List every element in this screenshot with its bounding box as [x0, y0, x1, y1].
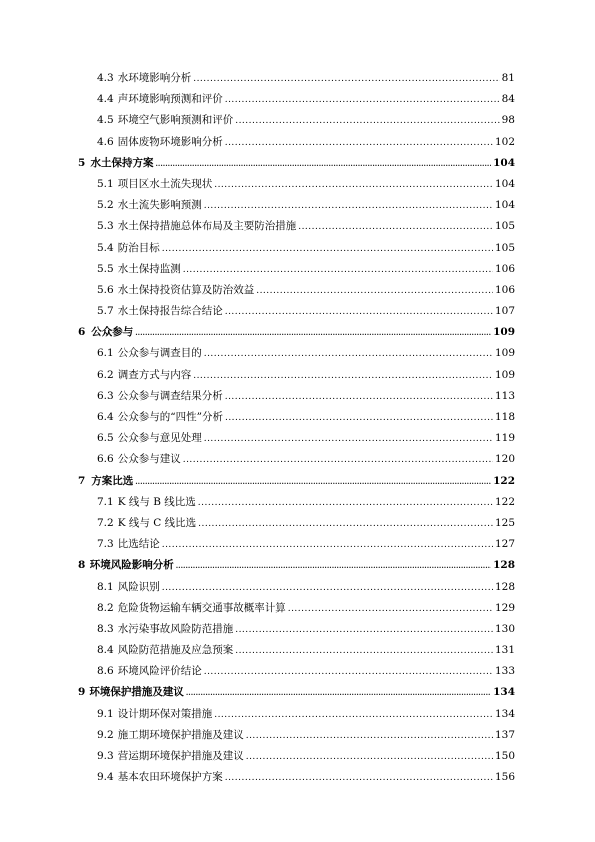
toc-dot-leader — [298, 217, 493, 238]
toc-chapter-entry[interactable] — [78, 322, 515, 343]
toc-entry-title: 施工期环境保护措施及建议 — [117, 728, 244, 741]
toc-entry-page: 120 — [494, 453, 515, 466]
toc-entry-page: 156 — [494, 771, 515, 784]
toc-section-entry[interactable] — [78, 259, 515, 280]
toc-chapter-entry[interactable] — [78, 153, 515, 174]
toc-dot-leader — [225, 768, 493, 789]
toc-entry-page: 104 — [493, 156, 515, 169]
toc-entry-page: 134 — [494, 707, 515, 720]
toc-dot-leader — [246, 726, 493, 747]
toc-entry-number: 6.3 — [97, 389, 114, 402]
toc-section-entry[interactable] — [78, 195, 515, 216]
toc-entry-number: 6.5 — [97, 432, 114, 445]
toc-section-entry[interactable] — [78, 365, 515, 386]
toc-entry-title: 设计期环保对策措施 — [117, 707, 213, 720]
toc-entry-page: 106 — [494, 283, 515, 296]
toc-entry-title: 风险防范措施及应急预案 — [117, 644, 234, 657]
toc-entry-page: 106 — [494, 262, 515, 275]
toc-section-entry[interactable] — [78, 110, 515, 131]
toc-entry-page: 105 — [494, 220, 515, 233]
toc-entry-number: 6.6 — [97, 453, 114, 466]
toc-entry-number: 4.3 — [97, 72, 114, 84]
toc-section-entry[interactable] — [78, 428, 515, 449]
toc-entry-number: 5.6 — [97, 283, 114, 296]
toc-section-entry[interactable] — [78, 449, 515, 470]
toc-entry-number: 6.1 — [97, 347, 114, 360]
toc-dot-leader — [214, 175, 493, 196]
toc-entry-title: 水土保持报告综合结论 — [117, 305, 223, 318]
toc-section-entry[interactable] — [78, 704, 515, 725]
toc-section-entry[interactable] — [78, 534, 515, 555]
toc-entry-page: 128 — [494, 580, 515, 593]
toc-entry-number: 5.5 — [97, 262, 114, 275]
toc-dot-leader — [246, 747, 493, 768]
toc-dot-leader — [183, 450, 493, 471]
toc-dot-leader — [225, 387, 493, 408]
toc-entry-page: 113 — [494, 389, 515, 402]
toc-entry-page: 129 — [494, 601, 515, 614]
toc-section-entry[interactable] — [78, 89, 515, 110]
toc-entry-number: 9.1 — [97, 707, 114, 720]
toc-chapter-entry[interactable] — [78, 682, 515, 703]
toc-entry-page: 98 — [501, 114, 515, 127]
toc-dot-leader — [214, 705, 493, 726]
toc-section-entry[interactable] — [78, 725, 515, 746]
toc-section-entry[interactable] — [78, 174, 515, 195]
toc-entry-title: 环境风险影响分析 — [89, 559, 174, 572]
toc-entry-title: 水污染事故风险防范措施 — [117, 622, 234, 635]
toc-section-entry[interactable] — [78, 746, 515, 767]
toc-entry-page: 119 — [494, 432, 515, 445]
toc-entry-title: 公众参与建议 — [117, 453, 181, 466]
toc-entry-title: 公众参与 — [91, 326, 134, 339]
toc-entry-page: 81 — [501, 72, 515, 84]
toc-entry-title: 水环境影响分析 — [117, 72, 192, 84]
toc-dot-leader — [183, 260, 493, 281]
toc-dot-leader — [235, 641, 493, 662]
toc-entry-page: 127 — [494, 538, 515, 551]
toc-entry-number: 5.4 — [97, 241, 114, 254]
toc-section-entry[interactable] — [78, 598, 515, 619]
toc-entry-number: 9.2 — [97, 728, 114, 741]
toc-dot-leader — [162, 239, 493, 260]
toc-entry-title: 危险货物运输车辆交通事故概率计算 — [117, 601, 286, 614]
toc-entry-page: 150 — [494, 750, 515, 762]
toc-dot-leader — [155, 153, 491, 174]
toc-dot-leader — [204, 344, 493, 365]
toc-entry-page: 130 — [494, 622, 515, 635]
toc-entry-page: 104 — [494, 199, 515, 212]
toc-entry-page: 102 — [494, 135, 515, 148]
toc-entry-page: 104 — [494, 177, 515, 190]
toc-entry-title: 环境保护措施及建议 — [89, 686, 184, 699]
toc-dot-leader — [225, 90, 500, 111]
toc-dot-leader — [235, 111, 499, 132]
toc-entry-page: 105 — [494, 241, 515, 254]
toc-section-entry[interactable] — [78, 386, 515, 407]
toc-entry-title: 水土保持措施总体布局及主要防治措施 — [117, 220, 297, 233]
toc-chapter-entry[interactable] — [78, 555, 515, 576]
toc-entry-title: 公众参与调查结果分析 — [117, 389, 223, 402]
toc-dot-leader — [225, 302, 493, 323]
toc-entry-page: 109 — [494, 368, 515, 381]
toc-entry-title: K 线与 C 线比选 — [117, 516, 197, 529]
toc-entry-title: 公众参与调查目的 — [117, 347, 202, 360]
toc-entry-page: 133 — [494, 665, 515, 678]
toc-entry-number: 5.1 — [97, 177, 114, 190]
toc-section-entry[interactable] — [78, 301, 515, 322]
toc-section-entry[interactable] — [78, 343, 515, 364]
toc-entry-page: 128 — [493, 559, 515, 572]
toc-section-entry[interactable] — [78, 280, 515, 301]
toc-entry-page: 125 — [494, 516, 515, 529]
toc-dot-leader — [162, 578, 493, 599]
toc-entry-number: 7 — [78, 474, 86, 487]
toc-entry-number: 8 — [78, 559, 86, 572]
toc-entry-title: 项目区水土流失现状 — [117, 177, 213, 190]
toc-dot-leader — [186, 682, 491, 703]
toc-entry-number: 8.4 — [97, 644, 114, 657]
toc-entry-title: 水土保持方案 — [90, 156, 154, 169]
toc-entry-number: 4.5 — [97, 114, 114, 127]
toc-entry-number: 9.3 — [97, 750, 114, 762]
toc-entry-page: 122 — [493, 474, 515, 487]
toc-section-entry[interactable] — [78, 216, 515, 237]
toc-entry-title: 调查方式与内容 — [117, 368, 192, 381]
toc-section-entry[interactable] — [78, 619, 515, 640]
toc-section-entry[interactable] — [78, 407, 515, 428]
toc-entry-title: 风险识别 — [117, 580, 160, 593]
toc-entry-title: 声环境影响预测和评价 — [117, 93, 223, 106]
toc-entry-page: 109 — [493, 326, 515, 339]
toc-section-entry[interactable] — [78, 640, 515, 661]
toc-entry-number: 5.2 — [97, 199, 114, 212]
toc-entry-page: 134 — [493, 686, 515, 699]
toc-dot-leader — [176, 555, 491, 576]
toc-section-entry[interactable] — [78, 238, 515, 259]
toc-section-entry[interactable] — [78, 68, 515, 89]
toc-entry-title: 水土保持投资估算及防治效益 — [117, 283, 255, 296]
toc-dot-leader — [193, 69, 499, 90]
toc-entry-number: 5 — [78, 156, 86, 169]
toc-entry-title: 环境空气影响预测和评价 — [117, 114, 234, 127]
toc-entry-number: 8.1 — [97, 580, 114, 593]
toc-entry-number: 9 — [78, 686, 86, 699]
toc-entry-page: 137 — [494, 728, 515, 741]
toc-dot-leader — [225, 133, 493, 154]
toc-entry-page: 131 — [494, 644, 515, 657]
toc-dot-leader — [198, 493, 493, 514]
toc-dot-leader — [135, 322, 491, 343]
toc-section-entry[interactable] — [78, 767, 515, 788]
toc-entry-number: 5.7 — [97, 305, 114, 318]
toc-dot-leader — [135, 471, 491, 492]
toc-section-entry[interactable] — [78, 661, 515, 682]
toc-entry-number: 8.6 — [97, 665, 114, 678]
toc-entry-number: 7.1 — [97, 495, 114, 508]
toc-entry-number: 6.2 — [97, 368, 114, 381]
toc-entry-page: 118 — [494, 411, 515, 423]
toc-entry-number: 6 — [78, 326, 86, 339]
toc-section-entry[interactable] — [78, 577, 515, 598]
toc-entry-title: 环境风险评价结论 — [117, 665, 202, 678]
toc-entry-title: 水土保持监测 — [117, 262, 181, 275]
toc-dot-leader — [256, 281, 493, 302]
toc-entry-title: 水土流失影响预测 — [117, 199, 202, 212]
toc-entry-number: 7.3 — [97, 538, 114, 551]
toc-entry-title: 固体废物环境影响分析 — [117, 135, 223, 148]
toc-entry-number: 9.4 — [97, 771, 114, 784]
toc-entry-number: 8.2 — [97, 601, 114, 614]
table-of-contents — [78, 68, 515, 788]
toc-entry-title: 营运期环境保护措施及建议 — [117, 750, 244, 762]
toc-dot-leader — [225, 408, 493, 429]
toc-entry-page: 107 — [494, 305, 515, 318]
toc-entry-number: 5.3 — [97, 220, 114, 233]
toc-entry-title: 公众参与的“四性”分析 — [117, 411, 223, 423]
toc-entry-number: 6.4 — [97, 411, 114, 423]
toc-entry-title: 基本农田环境保护方案 — [117, 771, 223, 784]
toc-entry-number: 7.2 — [97, 516, 114, 529]
toc-dot-leader — [288, 599, 493, 620]
toc-entry-title: 防治目标 — [117, 241, 160, 254]
toc-entry-number: 8.3 — [97, 622, 114, 635]
toc-entry-page: 84 — [501, 93, 515, 106]
toc-entry-title: 方案比选 — [91, 474, 134, 487]
toc-section-entry[interactable] — [78, 132, 515, 153]
toc-section-entry[interactable] — [78, 513, 515, 534]
toc-dot-leader — [193, 366, 493, 387]
toc-chapter-entry[interactable] — [78, 471, 515, 492]
toc-entry-number: 4.6 — [97, 135, 114, 148]
toc-dot-leader — [235, 620, 493, 641]
toc-entry-page: 109 — [494, 347, 515, 360]
toc-entry-title: 比选结论 — [117, 538, 160, 551]
toc-dot-leader — [198, 514, 493, 535]
toc-dot-leader — [204, 662, 493, 683]
toc-entry-number: 4.4 — [97, 93, 114, 106]
toc-entry-title: K 线与 B 线比选 — [117, 495, 196, 508]
toc-dot-leader — [204, 196, 493, 217]
toc-dot-leader — [162, 535, 493, 556]
toc-section-entry[interactable] — [78, 492, 515, 513]
toc-entry-page: 122 — [494, 495, 515, 508]
toc-dot-leader — [204, 429, 493, 450]
toc-entry-title: 公众参与意见处理 — [117, 432, 202, 445]
